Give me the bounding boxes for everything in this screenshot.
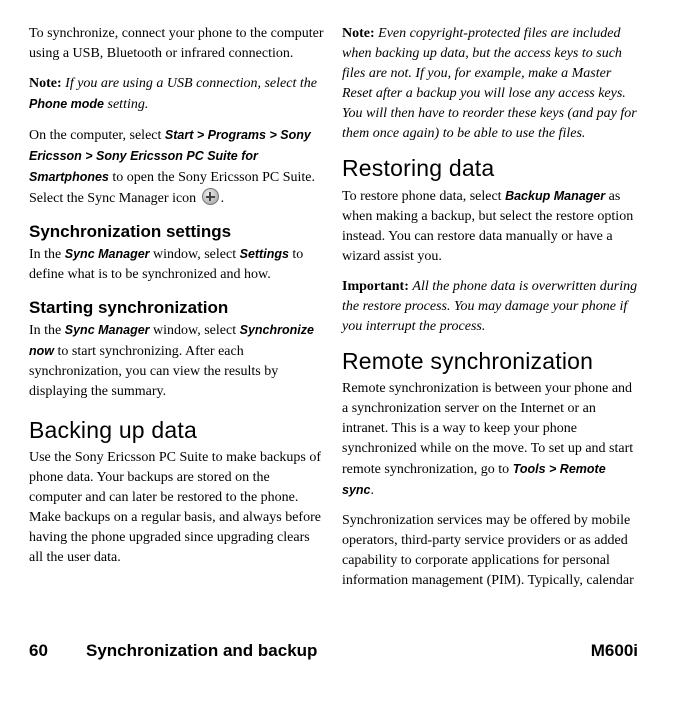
remote-sync-heading: Remote synchronization bbox=[342, 348, 594, 374]
backing-up-paragraph: Use the Sony Ericsson PC Suite to make backups of phone data. Your backups are stored on the computer and can later be restored to the phone. Make backups on a regular basis, and always before having the phone upgraded since upgrading clears all the user data. bbox=[29, 450, 322, 565]
starting-sync-heading: Starting synchronization bbox=[29, 298, 229, 317]
remote-sync-paragraph bbox=[342, 379, 638, 501]
computer-instructions bbox=[29, 125, 325, 209]
starting-sync-paragraph bbox=[29, 320, 325, 402]
sync-settings-text-3: to define what is to be synchronized and how. bbox=[29, 247, 304, 282]
restoring-heading: Restoring data bbox=[342, 155, 495, 181]
computer-text-2: to open the Sony Ericsson PC Suite. Select the Sync Manager icon bbox=[29, 170, 316, 206]
sync-manager-label: Sync Manager bbox=[64, 247, 150, 261]
note-label-2: Note: bbox=[342, 26, 375, 41]
sync-settings-heading: Synchronization settings bbox=[29, 222, 232, 241]
restoring-text-2: as when making a backup, but select the restore option instead. You can restore data manually or have a wizard assist you. bbox=[342, 189, 634, 264]
intro-paragraph: To synchronize, connect your phone to the computer using a USB, Bluetooth or infrared connection. bbox=[29, 26, 324, 61]
important-label: Important: bbox=[342, 279, 409, 294]
copyright-note bbox=[342, 24, 638, 144]
usb-note bbox=[29, 74, 325, 115]
page-number: 60 bbox=[29, 641, 48, 660]
synchronize-now-label: Synchronize now bbox=[29, 323, 314, 358]
starting-text-3: to start synchronizing. After each synchronization, you can view the results by displaying the summary. bbox=[29, 344, 279, 399]
computer-text-1: On the computer, select bbox=[29, 128, 162, 143]
starting-text-2: window, select bbox=[153, 323, 237, 338]
computer-text-3: . bbox=[220, 191, 225, 206]
note-text-after: setting. bbox=[107, 97, 149, 112]
chapter-title: Synchronization and backup bbox=[86, 641, 318, 660]
copyright-note-text: Even copyright-protected files are included when backing up data, but the access keys to such files are not. If you, for example, make a Master Reset after a backup you will lose any access keys. You will then have to reorder these keys (and pay for them once again) to be able to use the files. bbox=[342, 26, 637, 141]
backup-manager-label: Backup Manager bbox=[505, 189, 606, 203]
start-menu-path: Start > Programs > Sony Ericsson > Sony Ericsson PC Suite for Smartphones bbox=[29, 128, 311, 184]
sync-manager-label-2: Sync Manager bbox=[64, 323, 150, 337]
restoring-paragraph bbox=[342, 186, 638, 267]
settings-label: Settings bbox=[239, 247, 289, 261]
starting-text-1: In the bbox=[29, 323, 62, 338]
phone-mode-setting: Phone mode bbox=[29, 97, 105, 111]
sync-settings-text-1: In the bbox=[29, 247, 62, 262]
left-column bbox=[29, 24, 325, 578]
backing-up-heading: Backing up data bbox=[29, 417, 197, 443]
sync-settings-paragraph bbox=[29, 244, 325, 285]
remote-text-1: Remote synchronization is between your phone and a synchronization server on the Internet or an intranet. This is a way to keep your phone synchronized while on the move. To set up and start remote synchronization, go to bbox=[342, 381, 634, 477]
page-footer bbox=[29, 639, 638, 663]
important-note bbox=[342, 277, 638, 337]
model-name: M600i bbox=[590, 641, 638, 660]
important-text: All the phone data is overwritten during the restore process. You may damage your phone if you interrupt the process. bbox=[342, 279, 638, 334]
sync-settings-text-2: window, select bbox=[153, 247, 237, 262]
note-label: Note: bbox=[29, 76, 62, 91]
sync-services-paragraph: Synchronization services may be offered by mobile operators, third-party service providers or as added capability to corporate applications for personal information management (PIM). Typically, calendar bbox=[342, 513, 634, 588]
note-text-before: If you are using a USB connection, select the bbox=[65, 76, 317, 91]
remote-text-2: . bbox=[370, 483, 374, 498]
remote-sync-menu-path: Tools > Remote sync bbox=[342, 462, 606, 497]
restoring-text-1: To restore phone data, select bbox=[342, 189, 502, 204]
sync-manager-icon bbox=[202, 188, 219, 205]
right-column bbox=[342, 24, 638, 601]
